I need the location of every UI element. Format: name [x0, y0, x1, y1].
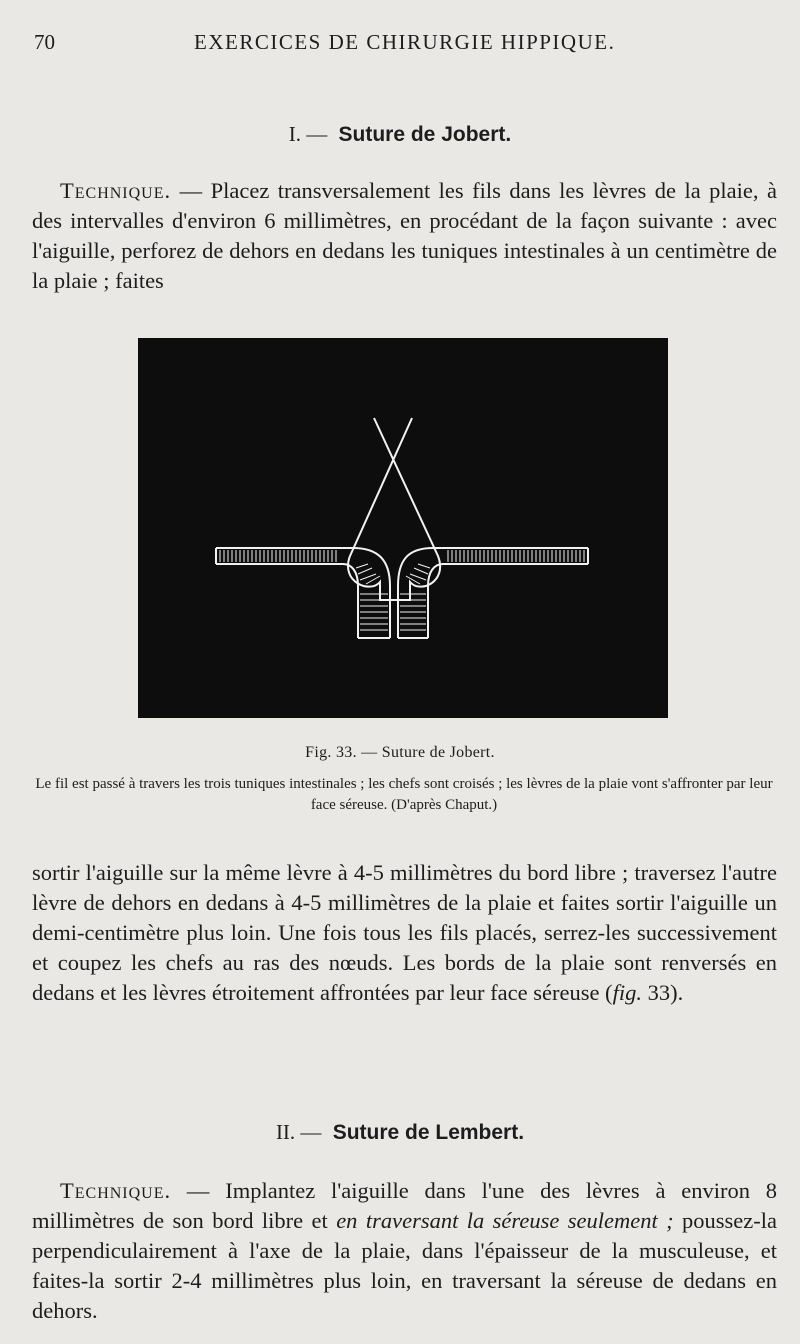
section-title: Suture de Lembert. [332, 1121, 525, 1144]
technique-label: Technique. [60, 178, 172, 203]
figure-title: Fig. 33. — Suture de Jobert. [305, 744, 495, 761]
paragraph-text-end: 33). [641, 980, 684, 1005]
paragraph-text: — Placez transversalement les fils dans les lèvres de la plaie, à des intervalles d'environ 6 millimètres, en procédant de la façon suivante : avec l'aiguille, perforez de dehors en dedans les tuniques intestinales à un centimètre de la plaie ; faites [32, 178, 777, 293]
section-heading-jobert [0, 122, 800, 147]
running-title: EXERCICES DE CHIRURGIE HIPPIQUE. [194, 30, 616, 54]
figure-reference: fig. [612, 980, 642, 1005]
technique-label: Technique. [60, 1178, 172, 1203]
technique-paragraph-jobert [32, 176, 777, 296]
suture-diagram [138, 338, 668, 718]
section-title: Suture de Jobert. [338, 123, 512, 146]
paragraph-text: sortir l'aiguille sur la même lèvre à 4-5 millimètres du bord libre ; traversez l'autre lèvre de dehors en dedans à 4-5 millimètres de la plaie et faites sortir l'aiguille un demi-centimètre plus loin. Une fois tous les fils placés, serrez-les successivement et coupez les chefs au ras des nœuds. Les bords de la plaie sont renversés en dedans et les lèvres étroitement affrontées par leur face séreuse ( [32, 860, 777, 1005]
technique-paragraph-lembert [32, 1176, 777, 1326]
continuation-paragraph [32, 858, 777, 1008]
section-number: I. — [288, 122, 328, 146]
section-number: II. — [275, 1120, 322, 1144]
paragraph-text-end: poussez-la perpendiculairement à l'axe de la plaie, dans l'épaisseur de la musculeuse, et faites-la sortir 2-4 millimètres plus loin, en traversant la séreuse de dedans en dehors. [32, 1208, 777, 1323]
suture-figure [138, 338, 668, 718]
page-number: 70 [34, 30, 55, 54]
section-heading-lembert [0, 1120, 800, 1145]
figure-caption: Le fil est passé à travers les trois tuniques intestinales ; les chefs sont croisés ; les lèvres de la plaie vont s'affronter par leur face séreuse. (D'après Chaput.) [35, 776, 773, 813]
paragraph-text: — Implantez l'aiguille dans l'une des lèvres à environ 8 millimètres de son bord libre et [32, 1178, 777, 1233]
page-header [34, 30, 770, 60]
italic-emphasis: en traversant la séreuse seulement ; [336, 1208, 674, 1233]
